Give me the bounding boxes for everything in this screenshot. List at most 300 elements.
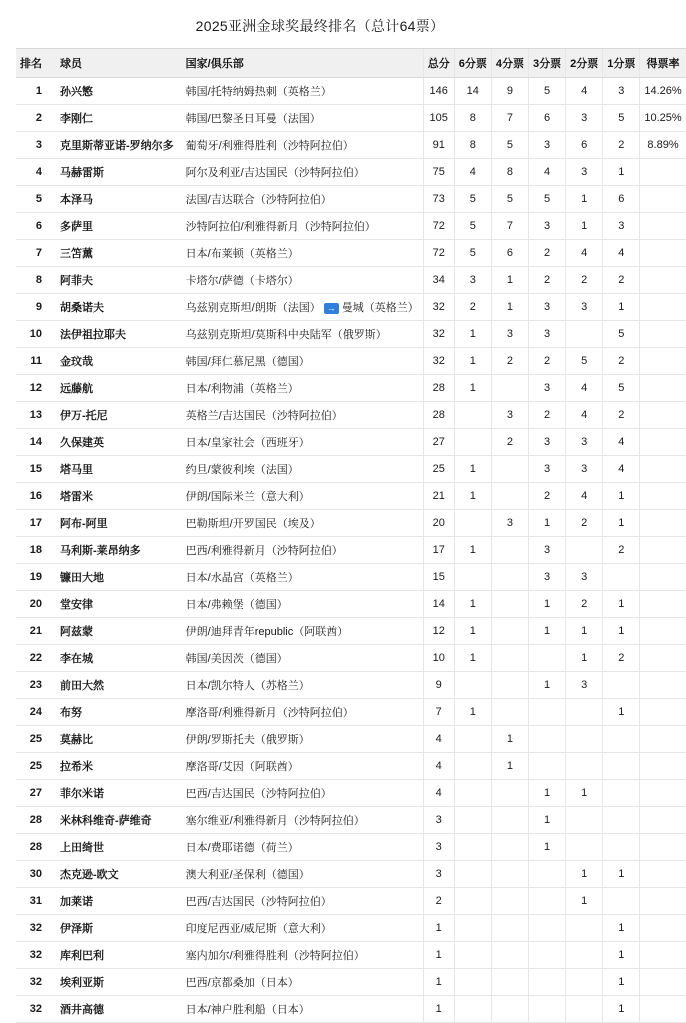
- cell-votes-1: [603, 726, 640, 753]
- cell-rate: [640, 699, 686, 726]
- club-text: 澳大利亚/圣保利（德国）: [185, 869, 310, 881]
- cell-votes-4: [491, 834, 528, 861]
- cell-votes-2: [566, 807, 603, 834]
- cell-rate: [640, 915, 686, 942]
- cell-votes-4: 5: [491, 186, 528, 213]
- cell-rate: [640, 753, 686, 780]
- table-header-row: [16, 49, 686, 78]
- club-text: 伊朗/罗斯托夫（俄罗斯）: [185, 734, 310, 746]
- cell-votes-4: 3: [491, 510, 528, 537]
- cell-club: [178, 132, 424, 159]
- cell-votes-1: 1: [603, 969, 640, 996]
- cell-votes-2: 2: [566, 510, 603, 537]
- cell-rank: 11: [16, 348, 50, 375]
- table-body: [16, 78, 686, 1023]
- cell-votes-2: 3: [566, 672, 603, 699]
- cell-rate: [640, 996, 686, 1023]
- cell-club: [178, 969, 424, 996]
- cell-votes-4: [491, 456, 528, 483]
- club-text: 摩洛哥/利雅得新月（沙特阿拉伯）: [185, 707, 354, 719]
- cell-votes-3: [528, 699, 565, 726]
- cell-votes-4: 1: [491, 726, 528, 753]
- cell-total: 75: [423, 159, 454, 186]
- header-votes-2: 2分票: [566, 49, 603, 78]
- cell-votes-2: [566, 726, 603, 753]
- cell-votes-1: [603, 888, 640, 915]
- cell-player: 镰田大地: [50, 564, 178, 591]
- cell-rate: [640, 375, 686, 402]
- cell-votes-3: 1: [528, 510, 565, 537]
- cell-votes-6: 3: [454, 267, 491, 294]
- cell-votes-4: [491, 483, 528, 510]
- cell-rate: [640, 402, 686, 429]
- cell-rate: [640, 969, 686, 996]
- cell-votes-4: [491, 699, 528, 726]
- cell-total: 7: [423, 699, 454, 726]
- cell-total: 32: [423, 348, 454, 375]
- club-text: 日本/费耶诺德（荷兰）: [185, 842, 299, 854]
- cell-votes-6: 14: [454, 78, 491, 105]
- club-text: 巴西/吉达国民（沙特阿拉伯）: [185, 896, 332, 908]
- table-row: [16, 348, 686, 375]
- table-row: [16, 591, 686, 618]
- cell-votes-3: [528, 861, 565, 888]
- cell-votes-1: 2: [603, 402, 640, 429]
- cell-votes-3: 3: [528, 294, 565, 321]
- cell-votes-6: [454, 429, 491, 456]
- cell-rank: 1: [16, 78, 50, 105]
- cell-rate: [640, 672, 686, 699]
- cell-player: 马利斯-莱昂纳多: [50, 537, 178, 564]
- cell-votes-2: 3: [566, 159, 603, 186]
- cell-votes-1: 2: [603, 132, 640, 159]
- cell-votes-1: 1: [603, 942, 640, 969]
- cell-votes-6: [454, 510, 491, 537]
- club-text: 日本/水晶宫（英格兰）: [185, 572, 299, 584]
- cell-player: 杰克逊-欧文: [50, 861, 178, 888]
- cell-player: 李刚仁: [50, 105, 178, 132]
- cell-rate: [640, 429, 686, 456]
- club-text: 韩国/美因茨（德国）: [185, 653, 288, 665]
- cell-rank: 18: [16, 537, 50, 564]
- cell-votes-4: 1: [491, 267, 528, 294]
- cell-votes-2: [566, 915, 603, 942]
- cell-votes-2: 1: [566, 186, 603, 213]
- cell-votes-6: 2: [454, 294, 491, 321]
- cell-votes-2: 1: [566, 888, 603, 915]
- cell-votes-1: 1: [603, 996, 640, 1023]
- cell-votes-2: 3: [566, 429, 603, 456]
- cell-player: 加莱诺: [50, 888, 178, 915]
- cell-total: 72: [423, 240, 454, 267]
- cell-votes-2: [566, 537, 603, 564]
- page-title: 2025亚洲金球奖最终排名（总计64票）: [195, 18, 445, 34]
- cell-player: 多萨里: [50, 213, 178, 240]
- cell-player: 远藤航: [50, 375, 178, 402]
- cell-votes-1: 5: [603, 321, 640, 348]
- table-row: [16, 861, 686, 888]
- cell-votes-2: 4: [566, 375, 603, 402]
- cell-club: [178, 780, 424, 807]
- cell-votes-3: 3: [528, 132, 565, 159]
- cell-votes-6: [454, 861, 491, 888]
- club-text: 沙特阿拉伯/利雅得新月（沙特阿拉伯）: [185, 221, 376, 233]
- cell-votes-2: 3: [566, 564, 603, 591]
- cell-votes-1: 1: [603, 699, 640, 726]
- cell-rate: [640, 159, 686, 186]
- cell-votes-2: 1: [566, 780, 603, 807]
- cell-rate: [640, 726, 686, 753]
- cell-club: [178, 213, 424, 240]
- cell-rate: [640, 321, 686, 348]
- cell-rank: 30: [16, 861, 50, 888]
- cell-total: 32: [423, 321, 454, 348]
- cell-rate: [640, 834, 686, 861]
- cell-votes-3: 1: [528, 591, 565, 618]
- cell-rate: 8.89%: [640, 132, 686, 159]
- cell-total: 2: [423, 888, 454, 915]
- club-text: 葡萄牙/利雅得胜利（沙特阿拉伯）: [185, 140, 354, 152]
- table-row: [16, 429, 686, 456]
- cell-club: [178, 996, 424, 1023]
- cell-votes-4: [491, 888, 528, 915]
- cell-player: 金玟哉: [50, 348, 178, 375]
- cell-votes-2: 5: [566, 348, 603, 375]
- cell-player: 布努: [50, 699, 178, 726]
- club-text: 乌兹别克斯坦/朗斯（法国）: [185, 302, 321, 314]
- cell-votes-6: 1: [454, 456, 491, 483]
- table-row: [16, 996, 686, 1023]
- cell-votes-3: 1: [528, 807, 565, 834]
- cell-votes-3: [528, 996, 565, 1023]
- cell-votes-4: 7: [491, 105, 528, 132]
- cell-votes-3: 5: [528, 78, 565, 105]
- cell-votes-6: [454, 915, 491, 942]
- table-row: [16, 537, 686, 564]
- cell-votes-1: 4: [603, 429, 640, 456]
- cell-votes-3: 3: [528, 213, 565, 240]
- cell-rate: [640, 807, 686, 834]
- cell-votes-3: 6: [528, 105, 565, 132]
- cell-club: [178, 267, 424, 294]
- cell-votes-2: [566, 942, 603, 969]
- cell-club: [178, 672, 424, 699]
- cell-votes-4: [491, 645, 528, 672]
- cell-votes-4: 3: [491, 402, 528, 429]
- table-row: [16, 753, 686, 780]
- table-row: [16, 969, 686, 996]
- cell-rate: [640, 537, 686, 564]
- ranking-table: [16, 48, 686, 1023]
- cell-votes-3: 3: [528, 456, 565, 483]
- cell-votes-6: 1: [454, 591, 491, 618]
- cell-votes-6: 5: [454, 240, 491, 267]
- cell-rate: [640, 861, 686, 888]
- cell-club: [178, 321, 424, 348]
- cell-votes-1: 2: [603, 348, 640, 375]
- cell-votes-6: 5: [454, 213, 491, 240]
- cell-votes-4: [491, 969, 528, 996]
- cell-club: [178, 753, 424, 780]
- table-row: [16, 645, 686, 672]
- cell-player: 三笘薰: [50, 240, 178, 267]
- cell-votes-6: [454, 402, 491, 429]
- cell-total: 1: [423, 969, 454, 996]
- cell-votes-3: [528, 942, 565, 969]
- cell-rank: 12: [16, 375, 50, 402]
- cell-club: [178, 186, 424, 213]
- cell-votes-4: [491, 618, 528, 645]
- cell-club: [178, 915, 424, 942]
- cell-rank: 6: [16, 213, 50, 240]
- cell-total: 1: [423, 942, 454, 969]
- cell-votes-6: 8: [454, 132, 491, 159]
- table-row: [16, 213, 686, 240]
- cell-rank: 32: [16, 969, 50, 996]
- cell-total: 10: [423, 645, 454, 672]
- cell-votes-6: 1: [454, 348, 491, 375]
- cell-club: [178, 645, 424, 672]
- cell-total: 1: [423, 996, 454, 1023]
- cell-votes-4: 2: [491, 348, 528, 375]
- cell-votes-6: 1: [454, 618, 491, 645]
- table-row: [16, 915, 686, 942]
- cell-votes-2: 6: [566, 132, 603, 159]
- cell-player: 库利巴利: [50, 942, 178, 969]
- cell-votes-3: 3: [528, 537, 565, 564]
- cell-player: 米林科维奇-萨维奇: [50, 807, 178, 834]
- cell-total: 73: [423, 186, 454, 213]
- cell-rank: 4: [16, 159, 50, 186]
- cell-total: 3: [423, 861, 454, 888]
- cell-player: 堂安律: [50, 591, 178, 618]
- club-text: 日本/弗赖堡（德国）: [185, 599, 288, 611]
- header-votes-1: 1分票: [603, 49, 640, 78]
- cell-player: 伊万-托尼: [50, 402, 178, 429]
- cell-rate: [640, 942, 686, 969]
- cell-total: 27: [423, 429, 454, 456]
- cell-club: [178, 564, 424, 591]
- cell-votes-3: 2: [528, 240, 565, 267]
- cell-rank: 25: [16, 726, 50, 753]
- cell-rate: [640, 564, 686, 591]
- cell-club: [178, 888, 424, 915]
- cell-votes-1: [603, 753, 640, 780]
- cell-rate: [640, 240, 686, 267]
- cell-total: 4: [423, 726, 454, 753]
- cell-votes-4: [491, 807, 528, 834]
- cell-votes-6: [454, 888, 491, 915]
- cell-votes-6: 4: [454, 159, 491, 186]
- club-text: 日本/神户胜利船（日本）: [185, 1004, 310, 1016]
- cell-votes-2: 1: [566, 861, 603, 888]
- cell-player: 上田绮世: [50, 834, 178, 861]
- cell-club: [178, 483, 424, 510]
- cell-votes-1: 3: [603, 213, 640, 240]
- cell-player: 塔雷米: [50, 483, 178, 510]
- cell-rank: 21: [16, 618, 50, 645]
- cell-votes-1: 6: [603, 186, 640, 213]
- cell-votes-2: [566, 834, 603, 861]
- cell-total: 4: [423, 780, 454, 807]
- cell-votes-1: 5: [603, 105, 640, 132]
- club-text: 乌兹别克斯坦/莫斯科中央陆军（俄罗斯）: [185, 329, 387, 341]
- cell-player: 菲尔米诺: [50, 780, 178, 807]
- cell-votes-2: [566, 996, 603, 1023]
- club-text: 巴西/京都桑加（日本）: [185, 977, 299, 989]
- cell-rank: 31: [16, 888, 50, 915]
- club-text: 巴勒斯坦/开罗国民（埃及）: [185, 518, 321, 530]
- cell-rank: 16: [16, 483, 50, 510]
- table-row: [16, 510, 686, 537]
- club-text: 塞内加尔/利雅得胜利（沙特阿拉伯）: [185, 950, 365, 962]
- cell-rank: 10: [16, 321, 50, 348]
- table-row: [16, 807, 686, 834]
- club-text: 法国/吉达联合（沙特阿拉伯）: [185, 194, 332, 206]
- cell-player: 拉希米: [50, 753, 178, 780]
- cell-club: [178, 240, 424, 267]
- cell-rank: 19: [16, 564, 50, 591]
- cell-club: [178, 78, 424, 105]
- table-row: [16, 159, 686, 186]
- header-votes-4: 4分票: [491, 49, 528, 78]
- cell-rank: 32: [16, 915, 50, 942]
- cell-club: [178, 105, 424, 132]
- cell-total: 21: [423, 483, 454, 510]
- table-row: [16, 618, 686, 645]
- cell-rate: [640, 348, 686, 375]
- header-votes-6: 6分票: [454, 49, 491, 78]
- cell-votes-6: [454, 753, 491, 780]
- cell-club: [178, 591, 424, 618]
- cell-votes-3: 1: [528, 618, 565, 645]
- cell-total: 9: [423, 672, 454, 699]
- cell-votes-3: [528, 888, 565, 915]
- cell-votes-1: 1: [603, 510, 640, 537]
- cell-votes-1: 1: [603, 294, 640, 321]
- cell-votes-2: 2: [566, 591, 603, 618]
- cell-total: 91: [423, 132, 454, 159]
- cell-votes-4: 7: [491, 213, 528, 240]
- cell-rank: 25: [16, 753, 50, 780]
- cell-votes-6: [454, 726, 491, 753]
- cell-votes-2: 2: [566, 267, 603, 294]
- cell-rank: 28: [16, 834, 50, 861]
- cell-total: 4: [423, 753, 454, 780]
- cell-rate: [640, 267, 686, 294]
- club-text: 英格兰/吉达国民（沙特阿拉伯）: [185, 410, 343, 422]
- cell-votes-2: [566, 699, 603, 726]
- cell-total: 12: [423, 618, 454, 645]
- cell-votes-3: [528, 645, 565, 672]
- cell-total: 146: [423, 78, 454, 105]
- table-row: [16, 402, 686, 429]
- cell-votes-6: [454, 942, 491, 969]
- cell-votes-1: 1: [603, 483, 640, 510]
- cell-votes-1: 2: [603, 267, 640, 294]
- cell-rank: 27: [16, 780, 50, 807]
- cell-votes-6: [454, 780, 491, 807]
- table-row: [16, 726, 686, 753]
- cell-votes-2: 4: [566, 78, 603, 105]
- cell-club: [178, 294, 424, 321]
- cell-votes-3: 2: [528, 483, 565, 510]
- cell-votes-2: 1: [566, 645, 603, 672]
- cell-rate: [640, 456, 686, 483]
- cell-votes-3: 1: [528, 780, 565, 807]
- cell-votes-1: 4: [603, 456, 640, 483]
- cell-rank: 24: [16, 699, 50, 726]
- cell-votes-3: 3: [528, 321, 565, 348]
- cell-player: 阿布-阿里: [50, 510, 178, 537]
- cell-votes-1: 1: [603, 618, 640, 645]
- cell-total: 28: [423, 375, 454, 402]
- table-row: [16, 942, 686, 969]
- cell-rank: 15: [16, 456, 50, 483]
- cell-club: [178, 456, 424, 483]
- cell-player: 阿兹蒙: [50, 618, 178, 645]
- cell-player: 久保建英: [50, 429, 178, 456]
- cell-votes-6: [454, 672, 491, 699]
- cell-club: [178, 402, 424, 429]
- club-text: 伊朗/国际米兰（意大利）: [185, 491, 310, 503]
- cell-player: 塔马里: [50, 456, 178, 483]
- cell-votes-4: 1: [491, 753, 528, 780]
- cell-player: 酒井高德: [50, 996, 178, 1023]
- cell-club: [178, 510, 424, 537]
- cell-total: 32: [423, 294, 454, 321]
- cell-rank: 8: [16, 267, 50, 294]
- table-row: [16, 267, 686, 294]
- cell-votes-6: 1: [454, 321, 491, 348]
- cell-votes-2: 3: [566, 105, 603, 132]
- cell-votes-6: 8: [454, 105, 491, 132]
- cell-votes-1: 1: [603, 591, 640, 618]
- cell-club: [178, 159, 424, 186]
- cell-votes-4: 2: [491, 429, 528, 456]
- cell-club: [178, 942, 424, 969]
- cell-votes-6: [454, 807, 491, 834]
- cell-votes-4: 3: [491, 321, 528, 348]
- cell-rank: 9: [16, 294, 50, 321]
- cell-votes-6: 1: [454, 375, 491, 402]
- club-text: 日本/凯尔特人（苏格兰）: [185, 680, 310, 692]
- cell-player: 伊泽斯: [50, 915, 178, 942]
- cell-rank: 17: [16, 510, 50, 537]
- cell-total: 28: [423, 402, 454, 429]
- cell-votes-6: [454, 969, 491, 996]
- cell-votes-3: [528, 753, 565, 780]
- cell-rate: [640, 888, 686, 915]
- cell-total: 1: [423, 915, 454, 942]
- table-row: [16, 294, 686, 321]
- cell-rate: 14.26%: [640, 78, 686, 105]
- cell-votes-4: 5: [491, 132, 528, 159]
- cell-player: 埃利亚斯: [50, 969, 178, 996]
- club-text: 巴西/吉达国民（沙特阿拉伯）: [185, 788, 332, 800]
- cell-votes-1: 3: [603, 78, 640, 105]
- cell-rate: 10.25%: [640, 105, 686, 132]
- cell-votes-3: 2: [528, 348, 565, 375]
- cell-votes-1: 1: [603, 159, 640, 186]
- cell-rank: 13: [16, 402, 50, 429]
- cell-votes-1: 1: [603, 861, 640, 888]
- cell-votes-4: [491, 537, 528, 564]
- cell-player: 李在城: [50, 645, 178, 672]
- cell-votes-3: 2: [528, 402, 565, 429]
- cell-votes-4: 8: [491, 159, 528, 186]
- cell-rank: 5: [16, 186, 50, 213]
